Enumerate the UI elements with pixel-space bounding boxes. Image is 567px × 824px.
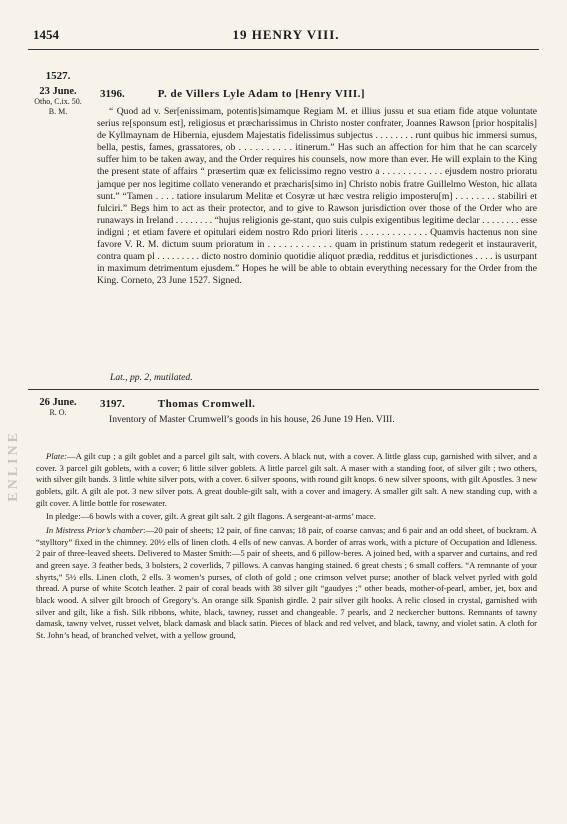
margin-entry-3197 bbox=[28, 397, 88, 418]
entry-title: Thomas Cromwell. bbox=[157, 398, 256, 410]
inventory-pledge: In pledge:—6 bowls with a cover, gilt. A great gilt salt. 2 gilt flagons. A sergeant-at-arms’ mace. bbox=[46, 511, 376, 522]
plate-list: —A gilt cup ; a gilt goblet and a parcel gilt salt, with covers. A black nut, with a cover. A little glass cup, garnished with silver, and a cover. 3 parcel gilt goblets, with a cover; 6 little silver goblets. A little parcel gilt salt. A maser with a standing foot, of silver gilt ; two others, with silver gilt bands. 3 little white silver pots, with a cover. 6 silver spoons, with round gilt knops. 6 new silver spoons, with gilt Apostles. 3 new goblets, gilt. A gilt ale pot. 3 new silver pots. A great double-gilt salt, with a cover and imagery. A smaller gilt salt. A new standing cup, with a gilt cover. A little bottle for rosewater. bbox=[36, 451, 537, 508]
entry-intro: Inventory of Master Crumwell’s goods in his house, 26 June 19 Hen. VIII. bbox=[109, 414, 395, 425]
margin-year bbox=[28, 70, 88, 82]
source-ref: Otho, C.ix. 50. bbox=[34, 97, 82, 106]
source-ref: R. O. bbox=[49, 408, 67, 417]
inventory-text bbox=[36, 451, 537, 644]
watermark: ENLINE bbox=[6, 430, 21, 502]
entry-date: 26 June. bbox=[39, 397, 77, 408]
section-label: Plate: bbox=[46, 451, 67, 461]
entry-year: 1527. bbox=[45, 70, 71, 82]
chamber-list: :—20 pair of sheets; 12 pair, of fine canvas; 18 pair, of coarse canvas; and 6 pair and an odd sheet, of buckram. A “stylltory” fixed in the chimney. 20½ ells of linen cloth. 4 ells of new canvas. A border of arras work, with a picture of Occupation and Idleness. 2 pair of three-leaved sheets. Delivered to Master Smith:—5 pair of sheets, and 6 pillow-beres. A joined bed, with a sparver and curtains, and red and green saye. 3 feather beds, 3 bolsters, 2 coverlids, 7 pillows. A canvas hanging stained. 6 great chests ; 6 small coffers. “A remnante of your shyrts,” 5½ ells. Linen cloth, 2 ells. 3 women’s purses, of cloth of gold ; one crimson velvet purse; another of black velvet pyrled with gold thread. A purse of white Scotch leather. 2 pair of coral beads with 38 silver gilt “gaudyes ;” other beads, mother-of-pearl, amber, jet, box and black wood. A silver gilt brooch of Gregory’s. An orange silk Spanish girdle. 2 pair silver gilt hooks. A relic closed in crystal, garnished with silver and gilt, like a fish. Silk ribbons, white, black, tawney, russet and changeable. 7 pearls, and 2 neckercher buttons. Remnants of tawny damask, tawny velvet, russet velvet, black damask and black satin. Pieces of black and red velvet, and black, tawny, and violet satin. A cloth for St. John’s head, of branched velvet, with a yellow ground, bbox=[36, 524, 537, 640]
entry-note: Lat., pp. 2, mutilated. bbox=[110, 372, 193, 383]
section-rule bbox=[28, 389, 539, 390]
inventory-plate bbox=[36, 451, 537, 509]
entry-number: 3197. bbox=[100, 398, 125, 410]
header-rule bbox=[28, 49, 539, 50]
entry-date: 23 June. bbox=[39, 86, 77, 97]
entry-heading-3197 bbox=[100, 398, 255, 410]
margin-entry-3196 bbox=[28, 86, 88, 117]
page-number: 1454 bbox=[33, 27, 59, 42]
running-title: 19 HENRY VIII. bbox=[232, 27, 340, 42]
entry-title: P. de Villers Lyle Adam to [Henry VIII.] bbox=[157, 88, 366, 100]
entry-heading-3196 bbox=[100, 88, 365, 100]
entry-body-3196 bbox=[97, 106, 537, 287]
page-header bbox=[33, 27, 539, 47]
entry-number: 3196. bbox=[100, 88, 125, 100]
entry-intro-3197 bbox=[97, 414, 537, 426]
section-label: In Mistress Prior’s chamber bbox=[46, 524, 144, 535]
source-ref: B. M. bbox=[48, 107, 68, 116]
inventory-chamber bbox=[36, 525, 537, 642]
entry-text: “ Quod ad v. Ser[enissimam, potentis]simamque Regiam M. et illius jussu et sua etiam fide atque voluntate serius re[sponsum est], religiosus et præcharissimus in Christo noster confrater, Joannes Rawson [prior hospitalis] de Kyllmaynam de Hibernia, ejusdem Majestatis fidelissimus subjectus . . . . . . . . runt quibus hic immersi sumus, bella, pestis, fames, grassatores, ob . . . . . . . . . . itinerum.” Has such an affection for him that he can scarcely suffer him to be taken away, and the Order requires his counsels, now more than ever. He will explain to the King the present state of affairs “ præsertim quæ ex felicissimo regno vestro a . . . . . . . . . . . . ejusdem nostro prioratu jamque per nos legitime collato venerando et præcharis[simo in] Christo nobis fratre Guillelmo Weston, hic allata sunt.” “Tamen . . . . tatiore insularum Melitæ et Cosyræ ut hæc vestra religio imposteru[m] . . . . . . . . stabiliri et fulciri.” Begs him to act as their protector, and to give to Rawson jurisdiction over those of the Order who are runaways in Ireland . . . . . . . . “hujus religionis ge-stant, quo suis culpis exigentibus legitime declar . . . . . . . . esse indigni ; et etiam favere et opitulari eidem nostro Rdo priori literis . . . . . . . . . . . . . Quamvis hactenus non sine favore V. R. M. dictum suum prioratum in . . . . . . . . . . . . quam in pristinum statum redegerit et instauraverit, contra quam pl . . . . . . . . . dicto nostro dominio quotidie aliquot prædia, redditus et jurisdictiones . . . . is usurpant in maximum detrimentum ejusdem.” Hopes he will be able to obtain everything necessary for the Order from the King. Corneto, 23 June 1527. Signed. bbox=[97, 106, 537, 287]
